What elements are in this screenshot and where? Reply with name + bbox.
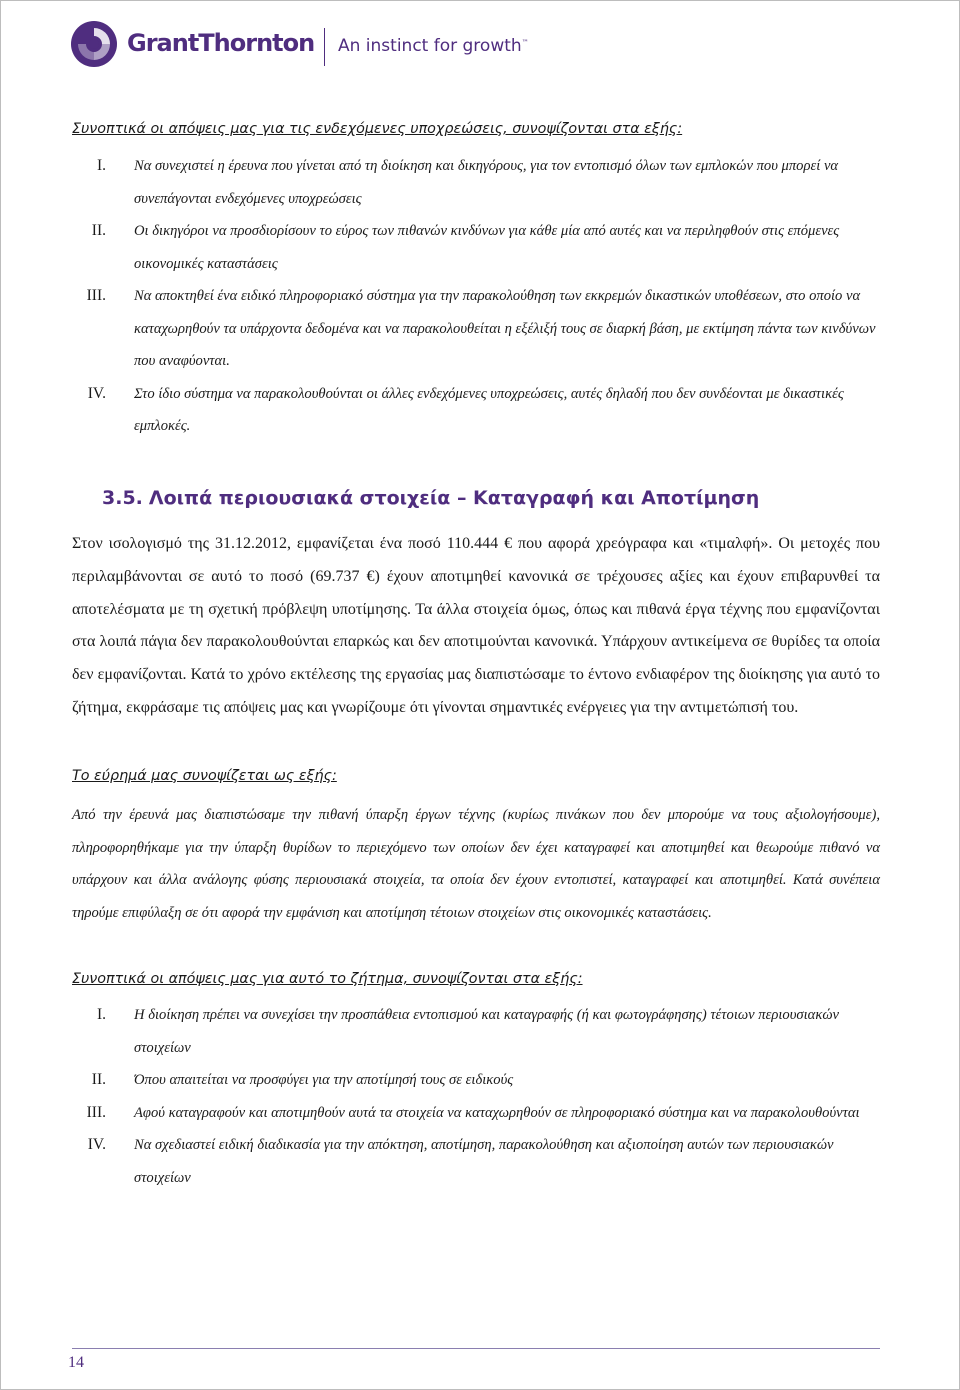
header [70,20,590,74]
list-item: II. Οι δικηγόροι να προσδιορίσουν το εύρος των πιθανών κινδύνων για κάθε μία από αυτές και να περιληφθούν στις επόμενες οικονομικές καταστάσεις [91,222,840,272]
brand-name: GrantThornton [127,29,315,57]
list-item: II. Όπου απαιτείται να προσφύγει για την αποτίμησή τους σε ειδικούς [91,1071,514,1088]
block1-heading: Συνοπτικά οι απόψεις μας για τις ενδεχόμενες υποχρεώσεις, συνοψίζονται στα εξής: [72,121,683,137]
finding-paragraph: Από την έρευνά μας διαπιστώσαμε την πιθανή ύπαρξη έργων τέχνης (κυρίως πινάκων που δεν μπορούμε να τους αξιολογήσουμε), πληροφορηθήκαμε για την ύπαρξη θυρίδων το περιεχόμενο των οποίων δεν έχει καταγραφεί και αποτιμηθεί και θεωρούμε πιθανό να υπάρχουν και άλλα ανάλογης φύσης περιουσιακά στοιχεία, τα οποία δεν έχουν εντοπιστεί, καταγραφεί και αποτιμηθεί. Κατά συνέπεια τηρούμε επιφύλαξη σε ότι αφορά την εμφάνιση και αποτίμηση τέτοιων στοιχείων στις οικονομικές καταστάσεις. [72,807,880,922]
logo-divider [324,28,325,66]
list-item: I. Να συνεχιστεί η έρευνα που γίνεται από τη διοίκηση και δικηγόρους, για τον εντοπισμό όλων των εμπλοκών που μπορεί να συνεπάγονται ενδεχόμενες υποχρεώσεις [96,157,839,207]
list-item: IV. Να σχεδιαστεί ειδική διαδικασία για την απόκτηση, αποτίμηση, παρακολούθηση και αξιοποίηση αυτών των περιουσιακών στοιχείων [87,1136,834,1186]
section-title: 3.5. Λοιπά περιουσιακά στοιχεία – Καταγραφή και Αποτίμηση [102,487,760,509]
finding-heading: Το εύρημά μας συνοψίζεται ως εξής: [72,768,337,784]
list-item: I. Η διοίκηση πρέπει να συνεχίσει την προσπάθεια εντοπισμού και καταγραφής (ή και φωτογράφησης) τέτοιων περιουσιακών στοιχείων [96,1006,840,1056]
page-number: 14 [68,1354,84,1371]
block2-heading: Συνοπτικά οι απόψεις μας για αυτό το ζήτημα, συνοψίζονται στα εξής: [72,971,583,987]
list-item: IV. Στο ίδιο σύστημα να παρακολουθούνται οι άλλες ενδεχόμενες υποχρεώσεις, αυτές δηλαδή που δεν συνδέονται με δικαστικές εμπλοκές. [87,384,844,434]
list-item: III. Αφού καταγραφούν και αποτιμηθούν αυτά τα στοιχεία να καταχωρηθούν σε πληροφοριακό σύστημα και να παρακολουθούνται [86,1103,860,1121]
block2-list [72,999,880,1194]
list-item: III. Να αποκτηθεί ένα ειδικό πληροφοριακό σύστημα για την παρακολούθηση των εκκρεμών δικαστικών υποθέσεων, στο οποίο να καταχωρηθούν τα υπάρχοντα δεδομένα και να παρακολουθείται η εξέλιξή τους σε διαρκή βάση, με εκτίμηση πάντα των κινδύνων που αναφύονται. [86,287,876,369]
body-paragraph: Στον ισολογισμό της 31.12.2012, εμφανίζεται ένα ποσό 110.444 € που αφορά χρεόγραφα και «τιμαλφή». Οι μετοχές που περιλαμβάνονται σε αυτό το ποσό (69.737 €) έχουν αποτιμηθεί κανονικά σε τρέχουσες αξίες και έχουν επιβαρυνθεί τα αποτελέσματα με τη σχετική πρόβλεψη υποτίμησης. Τα άλλα στοιχεία όμως, όπως και πιθανά έργα τέχνης που εμφανίζονται στα λοιπά πάγια δεν παρακολουθούνται επαρκώς και δεν αποτιμούνται κανονικά. Υπάρχουν αντικείμενα σε θυρίδες τα οποία δεν εμφανίζονται. Κατά το χρόνο εκτέλεσης της εργασίας μας διαπιστώσαμε το έντονο ενδιαφέρον της διοίκησης για αυτό το ζήτημα, εκφράσαμε τις απόψεις μας και γνωρίζουμε ότι γίνονται σημαντικές ενέργειες για την αντιμετώπισή του. [72,535,880,716]
brand-tagline: An instinct for growth™ [338,36,529,56]
grant-thornton-logo-icon [70,20,118,68]
block1-list [72,150,880,443]
footer-divider [72,1348,880,1349]
